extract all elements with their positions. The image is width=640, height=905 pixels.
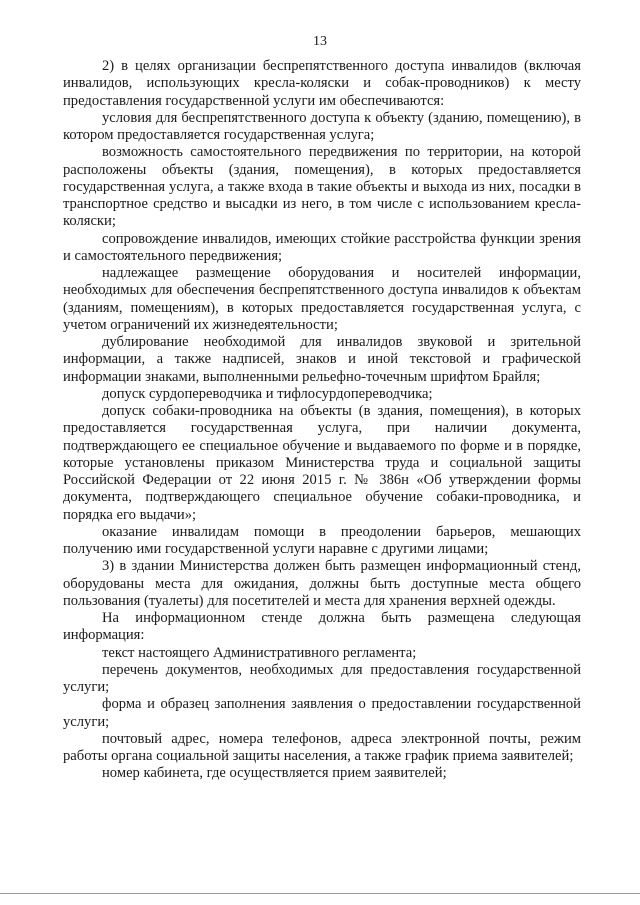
paragraph-barrier-assistance: оказание инвалидам помощи в преодолении барьеров, мешающих получению ими государственной услуги наравне с другими лицами; (63, 523, 581, 557)
paragraph-office-number: номер кабинета, где осуществляется прием заявителей; (102, 765, 447, 782)
paragraph-building-facilities: 3) в здании Министерства должен быть размещен информационный стенд, оборудованы места для ожидания, должны быть доступные места общего пользования (туалеты) для посетителей и места для хранения верхней одежды. (63, 558, 581, 609)
paragraph-guide-dog: допуск собаки-проводника на объекты (в здания, помещения), в которых предоставляется государственная услуга, при наличии документа, подтверждающего ее специальное обучение и выдаваемого по форме и в порядке, которые установлены приказом Министерства труда и социальной защиты Российской Федерации от 22 июня 2015 г. № 386н «Об утверждении формы документа, подтверждающего специальное обучение собаки-проводника, и порядка его выдачи»; (63, 403, 581, 523)
paragraph-accessibility-intro: 2) в целях организации беспрепятственного доступа инвалидов (включая инвалидов, использующих кресла-коляски и собак-проводников) к месту предоставления государственной услуги им обеспечиваются: (63, 58, 581, 109)
paragraph-independent-movement: возможность самостоятельного передвижения по территории, на которой расположены объекты (здания, помещения), в которых предоставляется государственная услуга, а также входа в такие объекты и выхода из них, посадки в транспортное средство и высадки из него, в том числе с использованием кресла-коляски; (63, 144, 581, 230)
paragraph-application-form: форма и образец заполнения заявления о предоставлении государственной услуги; (63, 696, 581, 730)
paragraph-information-duplication: дублирование необходимой для инвалидов звуковой и зрительной информации, а также надписей, знаков и иной текстовой и графической информации знаками, выполненными рельефно-точечным шрифтом Брайля; (63, 334, 581, 385)
document-body (63, 58, 581, 783)
paragraph-info-stand-intro: На информационном стенде должна быть размещена следующая информация: (63, 610, 581, 644)
paragraph-documents-list: перечень документов, необходимых для предоставления государственной услуги; (63, 661, 581, 695)
paragraph-unobstructed-access: условия для беспрепятственного доступа к объекту (зданию, помещению), в котором предоставляется государственная услуга; (63, 109, 581, 143)
paragraph-sign-interpreter: допуск сурдопереводчика и тифлосурдопереводчика; (102, 385, 433, 402)
paragraph-equipment-placement: надлежащее размещение оборудования и носителей информации, необходимых для обеспечения беспрепятственного доступа инвалидов к объектам (зданиям, помещениям), в которых предоставляется государственная услуга, с учетом ограничений их жизнедеятельности; (63, 265, 581, 333)
paragraph-escort: сопровождение инвалидов, имеющих стойкие расстройства функции зрения и самостоятельного передвижения; (63, 230, 581, 264)
paragraph-regulation-text: текст настоящего Административного регламента; (102, 644, 417, 661)
bottom-rule (0, 893, 640, 894)
page-number: 13 (313, 34, 327, 49)
paragraph-contact-details: почтовый адрес, номера телефонов, адреса электронной почты, режим работы органа социальной защиты населения, а также график приема заявителей; (63, 730, 581, 764)
